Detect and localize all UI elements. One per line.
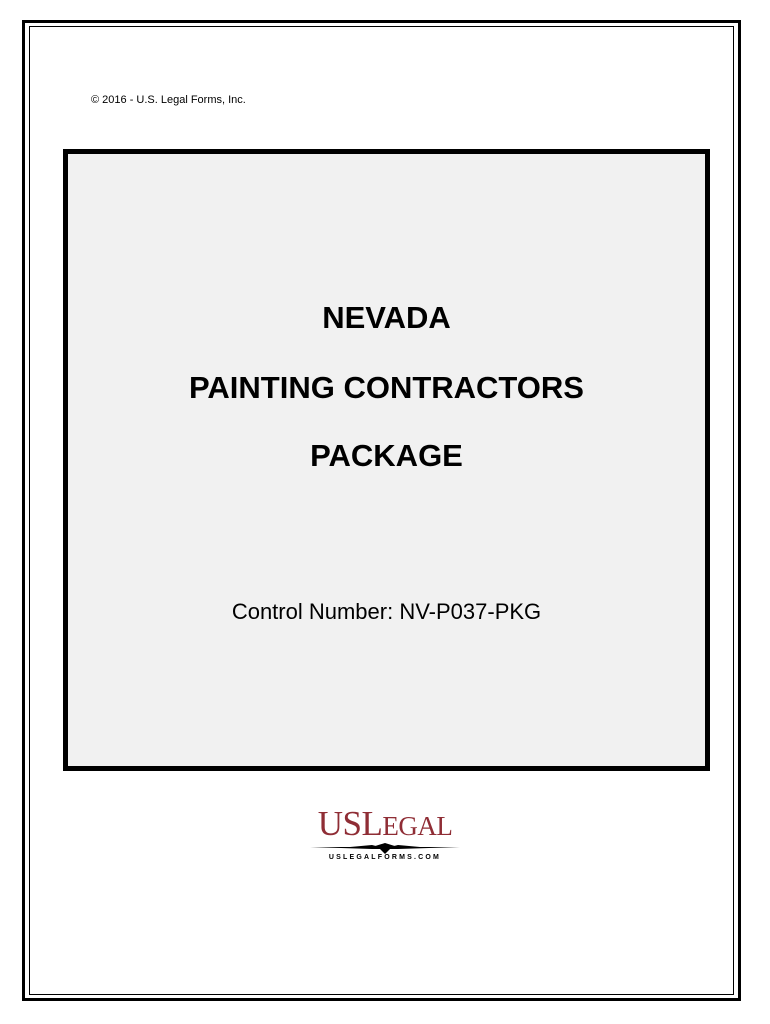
control-number: Control Number: NV-P037-PKG: [231, 599, 542, 624]
eagle-icon: [310, 841, 460, 855]
logo-word-l: L: [361, 804, 383, 843]
title-package: PACKAGE: [310, 438, 463, 473]
logo-url: USLEGALFORMS.COM: [328, 854, 442, 861]
logo-wordmark: [300, 805, 470, 845]
title-box: [63, 149, 710, 771]
copyright-text: © 2016 - U.S. Legal Forms, Inc.: [91, 94, 246, 106]
logo-word-egal: EGAL: [382, 811, 453, 841]
title-state: NEVADA: [322, 300, 451, 335]
uslegal-logo: [300, 805, 470, 865]
logo-word-us: US: [317, 804, 362, 843]
title-subject: PAINTING CONTRACTORS: [189, 370, 584, 405]
